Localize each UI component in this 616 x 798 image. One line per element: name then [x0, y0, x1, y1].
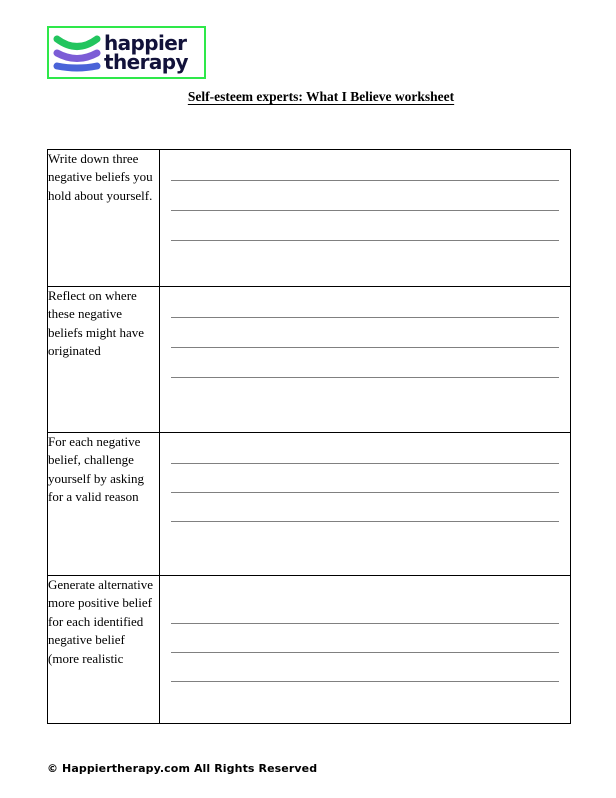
answer-cell-1[interactable] [160, 150, 571, 287]
writing-lines-4 [171, 576, 559, 682]
writing-lines-3 [171, 433, 559, 522]
logo-word-therapy: therapy [104, 49, 188, 74]
writing-lines-2 [171, 287, 559, 378]
writing-line [171, 347, 559, 348]
table-row [48, 576, 571, 724]
prompt-cell-3: For each negative belief, challenge yourself by asking for a valid reason [48, 433, 160, 576]
writing-line [171, 210, 559, 211]
writing-line [171, 180, 559, 181]
prompt-cell-1: Write down three negative beliefs you hold about yourself. [48, 150, 160, 287]
answer-cell-2[interactable] [160, 287, 571, 433]
writing-line [171, 377, 559, 378]
writing-line [171, 652, 559, 653]
writing-line [171, 623, 559, 624]
writing-line [171, 317, 559, 318]
writing-line [171, 681, 559, 682]
answer-cell-4[interactable] [160, 576, 571, 724]
writing-line [171, 463, 559, 464]
worksheet-table [47, 149, 571, 724]
brand-logo [47, 26, 206, 79]
copyright-footer: © Happiertherapy.com All Rights Reserved [47, 762, 318, 775]
writing-line [171, 521, 559, 522]
answer-cell-3[interactable] [160, 433, 571, 576]
prompt-cell-2: Reflect on where these negative beliefs might have originated [48, 287, 160, 433]
table-row [48, 433, 571, 576]
writing-line [171, 492, 559, 493]
page-title: Self-esteem experts: What I Believe worksheet [187, 89, 455, 104]
prompt-cell-4: Generate alternative more positive belief for each identified negative belief (more realistic [48, 576, 160, 724]
logo-wordmark [104, 31, 188, 74]
writing-lines-1 [171, 150, 559, 241]
logo-word-happier: happier [104, 31, 187, 56]
logo-waves-icon [53, 32, 101, 74]
table-row [48, 150, 571, 287]
table-row [48, 287, 571, 433]
writing-line [171, 240, 559, 241]
